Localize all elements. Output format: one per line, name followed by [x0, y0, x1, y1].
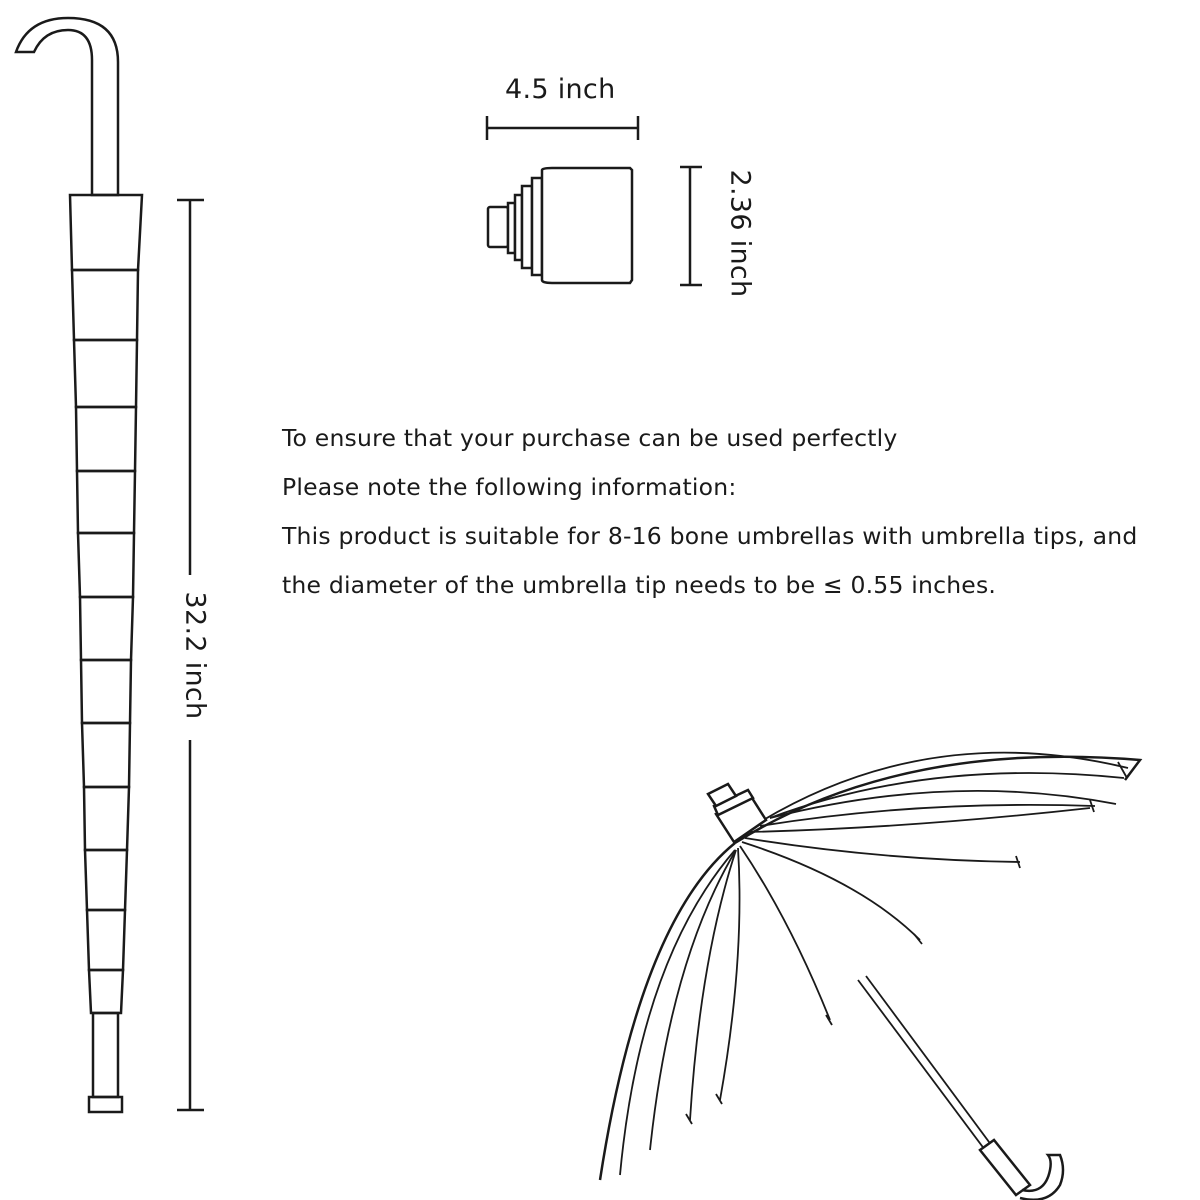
- umbrella-canopy: [600, 753, 1140, 1180]
- note-line-2: Please note the following information:: [282, 473, 737, 501]
- note-line-4: the diameter of the umbrella tip needs to be ≤ 0.55 inches.: [282, 571, 997, 599]
- width-dimension-label: 4.5 inch: [505, 74, 616, 105]
- note-line-1: To ensure that your purchase can be used perfectly: [282, 424, 898, 452]
- length-dimension-label: 32.2 inch: [179, 591, 211, 720]
- note-line-3: This product is suitable for 8-16 bone umbrellas with umbrella tips, and: [282, 522, 1138, 550]
- umbrella-shaft: [858, 976, 1063, 1200]
- height-dimension-label: 2.36 inch: [724, 169, 756, 298]
- umbrella-tip-cap: [708, 784, 766, 842]
